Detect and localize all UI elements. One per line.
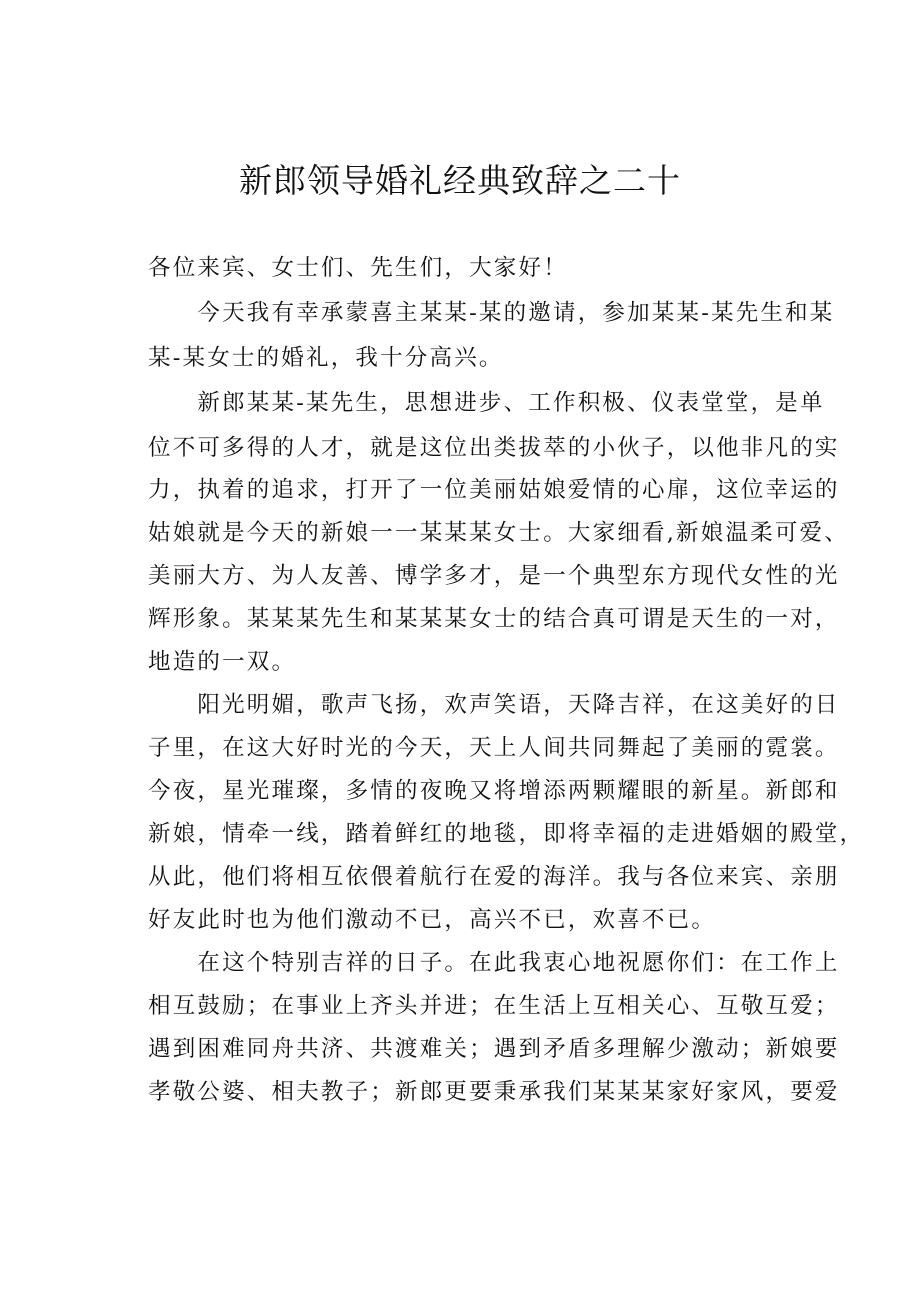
body-line: 美丽大方、为人友善、博学多才，是一个典型东方现代女性的光 (148, 563, 840, 589)
body-line: 某-某女士的婚礼，我十分高兴。 (148, 345, 504, 371)
body-line: 今天我有幸承蒙喜主某某-某的邀请，参加某某-某先生和某 (148, 300, 835, 326)
body-line: 孝敬公婆、相夫教子；新郎更要秉承我们某某某家好家风，要爱 (148, 1079, 840, 1105)
body-line: 好友此时也为他们激动不已，高兴不已，欢喜不已。 (148, 907, 717, 933)
body-line: 地造的一双。 (148, 649, 297, 675)
body-line: 从此，他们将相互依偎着航行在爱的海洋。我与各位来宾、亲朋 (148, 864, 840, 890)
body-line: 姑娘就是今天的新娘一一某某某女士。大家细看,新娘温柔可爱、 (148, 520, 849, 546)
body-line: 各位来宾、女士们、先生们，大家好！ (148, 255, 568, 281)
body-line: 位不可多得的人才，就是这位出类拔萃的小伙子，以他非凡的实 (148, 435, 840, 461)
body-line: 力，执着的追求，打开了一位美丽姑娘爱情的心扉，这位幸运的 (148, 477, 840, 503)
body-line: 相互鼓励；在事业上齐头并进；在生活上互相关心、互敬互爱； (148, 993, 840, 1019)
body-line: 阳光明媚，歌声飞扬，欢声笑语，天降吉祥，在这美好的日 (148, 692, 840, 718)
body-line: 遇到困难同舟共济、共渡难关；遇到矛盾多理解少激动；新娘要 (148, 1036, 840, 1062)
body-line: 辉形象。某某某先生和某某某女士的结合真可谓是天生的一对， (148, 606, 840, 632)
body-line: 在这个特别吉祥的日子。在此我衷心地祝愿你们：在工作上 (148, 950, 840, 976)
body-line: 今夜，星光璀璨，多情的夜晚又将增添两颗耀眼的新星。新郎和 (148, 778, 840, 804)
body-line: 新娘，情牵一线，踏着鲜红的地毯，即将幸福的走进婚姻的殿堂， (148, 821, 865, 847)
body-line: 子里，在这大好时光的今天，天上人间共同舞起了美丽的霓裳。 (148, 735, 840, 761)
body-line: 新郎某某-某先生，思想进步、工作积极、仪表堂堂，是单 (148, 390, 825, 416)
document-title: 新郎领导婚礼经典致辞之二十 (239, 161, 681, 200)
